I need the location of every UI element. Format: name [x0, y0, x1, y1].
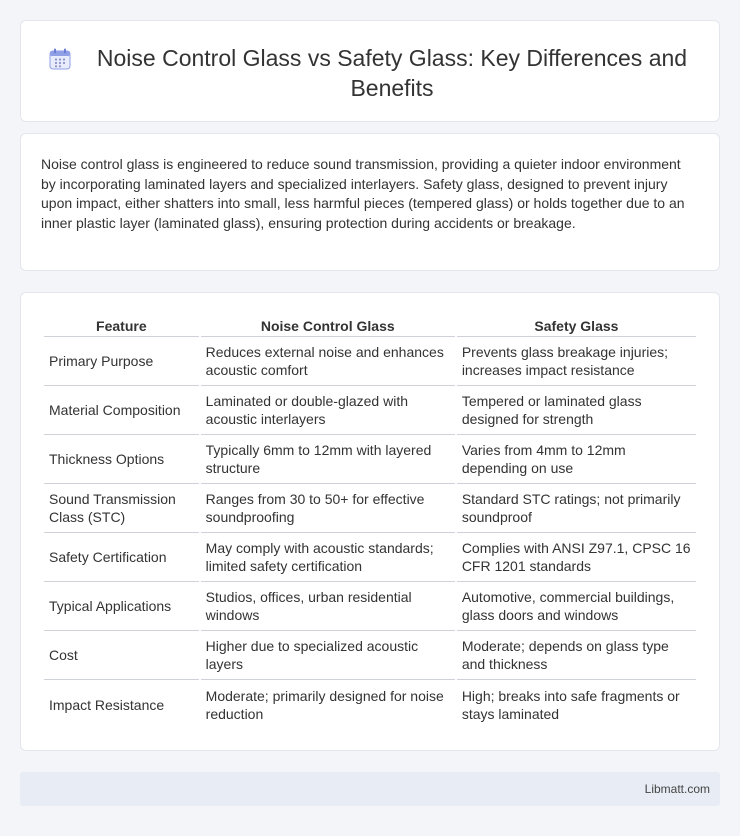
footer-bar: [20, 772, 720, 806]
header-safety-glass: Safety Glass: [457, 316, 696, 337]
feature-cell: Sound Transmission Class (STC): [44, 484, 199, 533]
feature-cell: Typical Applications: [44, 582, 199, 631]
noise-control-cell: Studios, offices, urban residential windows: [201, 582, 455, 631]
safety-cell: High; breaks into safe fragments or stays laminated: [461, 687, 680, 722]
calendar-icon: [49, 48, 71, 70]
table-row: [44, 386, 696, 435]
table-row: [44, 484, 696, 533]
table-row: [44, 435, 696, 484]
table-row: [44, 680, 696, 729]
feature-cell: Primary Purpose: [44, 337, 199, 386]
footer-site-link[interactable]: Libmatt.com: [644, 782, 710, 796]
title-card: [20, 20, 720, 122]
intro-card: [20, 133, 720, 271]
noise-control-cell: May comply with acoustic standards; limited safety certification: [201, 533, 455, 582]
safety-cell: Standard STC ratings; not primarily soundproof: [457, 484, 696, 533]
feature-cell: Cost: [44, 631, 199, 680]
safety-cell: Varies from 4mm to 12mm depending on use: [457, 435, 696, 484]
table-row: [44, 631, 696, 680]
feature-cell: Thickness Options: [44, 435, 199, 484]
feature-cell: Safety Certification: [44, 533, 199, 582]
safety-cell: Automotive, commercial buildings, glass doors and windows: [457, 582, 696, 631]
table-row: [44, 533, 696, 582]
table-header-row: [44, 316, 696, 337]
comparison-card: [20, 292, 720, 751]
noise-control-cell: Typically 6mm to 12mm with layered structure: [201, 435, 455, 484]
noise-control-cell: Reduces external noise and enhances acoustic comfort: [201, 337, 455, 386]
header-noise-control-glass: Noise Control Glass: [201, 316, 455, 337]
header-feature: Feature: [44, 316, 199, 337]
noise-control-cell: Ranges from 30 to 50+ for effective soundproofing: [201, 484, 455, 533]
table-row: [44, 582, 696, 631]
safety-cell: Complies with ANSI Z97.1, CPSC 16 CFR 1201 standards: [457, 533, 696, 582]
noise-control-cell: Laminated or double-glazed with acoustic interlayers: [201, 386, 455, 435]
page-title: Noise Control Glass vs Safety Glass: Key Differences and Benefits: [96, 45, 688, 101]
noise-control-cell: Moderate; primarily designed for noise reduction: [205, 687, 444, 722]
feature-cell: Material Composition: [44, 386, 199, 435]
table-row: [44, 337, 696, 386]
comparison-table: [42, 316, 698, 729]
noise-control-cell: Higher due to specialized acoustic layers: [201, 631, 455, 680]
safety-cell: Prevents glass breakage injuries; increases impact resistance: [457, 337, 696, 386]
intro-paragraph: Noise control glass is engineered to reduce sound transmission, providing a quieter indoor environment by incorporating laminated layers and specialized interlayers. Safety glass, designed to prevent injury upon impact, either shatters into small, less harmful pieces (tempered glass) or holds together due to an inner plastic layer (laminated glass), ensuring protection during accidents or breakage.: [41, 156, 685, 231]
feature-cell: Impact Resistance: [49, 696, 165, 713]
safety-cell: Moderate; depends on glass type and thickness: [457, 631, 696, 680]
safety-cell: Tempered or laminated glass designed for strength: [457, 386, 696, 435]
